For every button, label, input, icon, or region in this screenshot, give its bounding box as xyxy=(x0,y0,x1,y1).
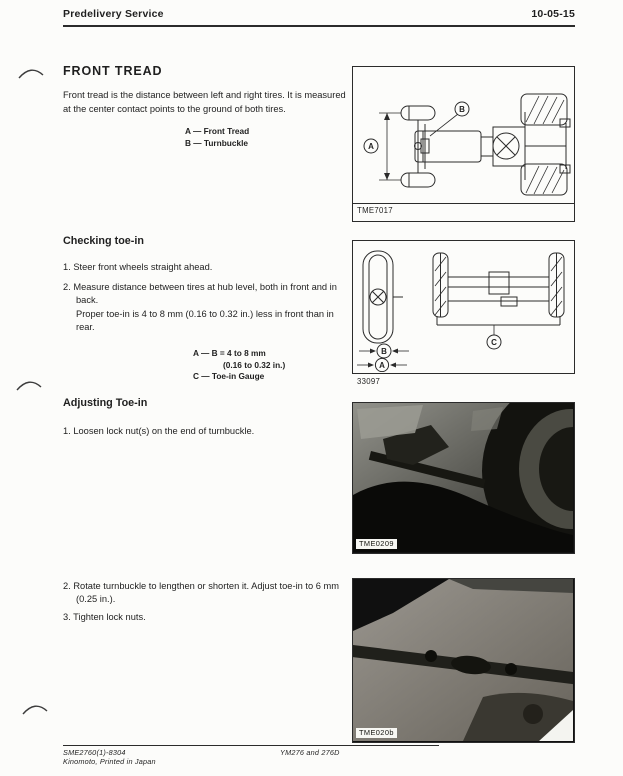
binding-mark xyxy=(15,378,43,394)
label-b xyxy=(359,344,409,358)
binding-mark xyxy=(21,702,49,718)
photo-rotate-turnbuckle xyxy=(352,578,575,743)
front-wheels xyxy=(401,106,435,187)
footer-rule xyxy=(63,745,439,746)
svg-text:C: C xyxy=(491,338,497,347)
adjusting-step-3: 3. Tighten lock nuts. xyxy=(63,612,146,622)
label-c xyxy=(487,325,501,349)
page-header xyxy=(63,8,575,27)
svg-text:A: A xyxy=(368,142,374,151)
legend-line-c: C — Toe-in Gauge xyxy=(193,371,265,382)
figure-front-tread xyxy=(352,66,575,222)
front-wheel-side xyxy=(363,251,403,343)
checking-toe-in-title: Checking toe-in xyxy=(63,235,144,247)
label-a xyxy=(364,139,378,153)
figure-caption: TME7017 xyxy=(353,203,574,218)
turnbuckle-photo xyxy=(353,403,573,552)
svg-text:B: B xyxy=(459,105,465,114)
footer-publication-code: SME2760(1)-8304 xyxy=(63,748,126,757)
adjusting-toe-in-title: Adjusting Toe-in xyxy=(63,397,148,409)
front-tread-body: Front tread is the distance between left and right tires. It is measured at the center contact points to the ground of both tires. xyxy=(63,90,346,114)
checking-legend xyxy=(193,348,285,383)
adjusting-step-2: 2. Rotate turnbuckle to lengthen or shorten it. Adjust toe-in to 6 mm (0.25 in.). xyxy=(63,581,339,605)
legend-line-b: B — Turnbuckle xyxy=(185,137,249,148)
legend-line-ab: A — B = 4 to 8 mm xyxy=(193,348,266,358)
rear-wheel-tread xyxy=(526,96,564,194)
tractor-body xyxy=(415,112,570,180)
binding-mark xyxy=(17,66,45,82)
front-tread-legend xyxy=(185,126,249,149)
photo-loosen-lock-nut xyxy=(352,402,575,554)
header-section-title: Predelivery Service xyxy=(63,8,164,20)
photo-caption: TME020b xyxy=(356,728,397,738)
page-number: 10-05-15 xyxy=(531,8,575,20)
front-tread-title: FRONT TREAD xyxy=(63,64,163,78)
wheel-section-hatch xyxy=(435,257,562,315)
axle-assembly xyxy=(433,253,564,325)
label-a xyxy=(357,358,407,371)
footer-model: YM276 and 276D xyxy=(280,748,340,757)
dimension-lines xyxy=(379,113,401,180)
figure-toe-in xyxy=(352,240,575,374)
tractor-top-view-drawing xyxy=(353,67,573,203)
footer-printed-in: Kinomoto, Printed in Japan xyxy=(63,757,156,766)
svg-text:A: A xyxy=(379,361,385,370)
svg-text:B: B xyxy=(381,347,387,356)
adjusting-step-1: 1. Loosen lock nut(s) on the end of turnbuckle. xyxy=(63,426,255,436)
legend-line-in: (0.16 to 0.32 in.) xyxy=(223,359,286,370)
photo-caption: TME0209 xyxy=(356,539,397,549)
axle-front-view-drawing xyxy=(353,241,573,372)
tie-rod-photo xyxy=(353,579,573,741)
checking-step-2: 2. Measure distance between tires at hub level, both in front and in back. Proper toe-in is 4 to 8 mm (0.16 to 0.32 in.) less in front than in rear. xyxy=(63,282,337,333)
rear-wheels xyxy=(521,94,567,195)
figure-caption: 33097 xyxy=(357,377,381,386)
checking-step-1: 1. Steer front wheels straight ahead. xyxy=(63,262,213,272)
legend-line-a: A — Front Tread xyxy=(185,126,250,136)
